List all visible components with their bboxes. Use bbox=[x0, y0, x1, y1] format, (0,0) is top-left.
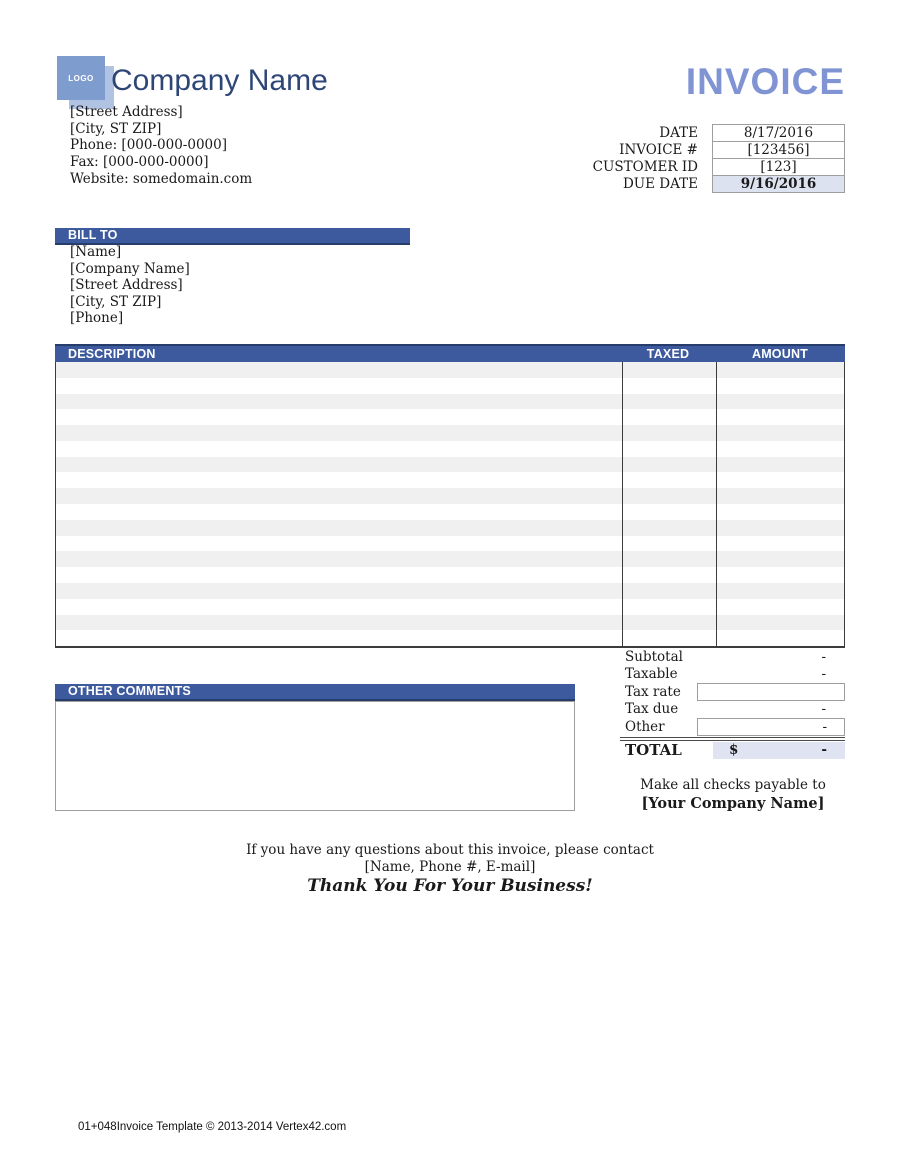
contact-line: [Name, Phone #, E-mail] bbox=[364, 859, 536, 875]
address-line: [City, ST ZIP] bbox=[70, 120, 162, 137]
bill-to-line[interactable]: [Street Address] bbox=[70, 277, 183, 294]
summary-label: Other bbox=[625, 718, 665, 735]
meta-label: DATE bbox=[659, 125, 698, 141]
table-body bbox=[55, 362, 845, 648]
table-row[interactable] bbox=[56, 425, 844, 441]
table-header bbox=[55, 344, 845, 362]
address-line: Phone: [000-000-0000] bbox=[70, 137, 227, 154]
summary-row-other bbox=[620, 718, 845, 736]
invoice-number-value[interactable]: [123456] bbox=[712, 141, 845, 159]
date-value[interactable]: 8/17/2016 bbox=[712, 124, 845, 142]
column-divider-amount bbox=[716, 362, 717, 646]
table-row[interactable] bbox=[56, 599, 844, 615]
total-amount bbox=[713, 742, 845, 759]
company-name: Company Name bbox=[111, 64, 328, 97]
column-divider-taxed bbox=[622, 362, 623, 646]
address-line: Website: somedomain.com bbox=[70, 170, 253, 187]
column-header-amount: AMOUNT bbox=[751, 347, 809, 361]
meta-row-date bbox=[560, 125, 845, 142]
table-row[interactable] bbox=[56, 472, 844, 488]
address-line: [Street Address] bbox=[70, 104, 183, 120]
table-row[interactable] bbox=[56, 504, 844, 520]
bill-to-line[interactable]: [Name] bbox=[70, 244, 122, 260]
meta-row-customer-id bbox=[560, 159, 845, 176]
thank-you: Thank You For Your Business! bbox=[307, 876, 593, 896]
meta-label: DUE DATE bbox=[622, 176, 698, 192]
table-row[interactable] bbox=[56, 615, 844, 631]
logo-text: LOGO bbox=[68, 73, 94, 83]
payable-company-name: [Your Company Name] bbox=[641, 794, 825, 812]
table-row[interactable] bbox=[56, 457, 844, 473]
table-row[interactable] bbox=[56, 567, 844, 583]
company-address bbox=[70, 104, 252, 188]
meta-label: CUSTOMER ID bbox=[592, 159, 698, 175]
customer-id-value[interactable]: [123] bbox=[712, 158, 845, 176]
bill-to-line[interactable]: [City, ST ZIP] bbox=[70, 293, 162, 310]
summary-label: Tax due bbox=[625, 701, 679, 718]
address-line: Fax: [000-000-0000] bbox=[70, 154, 209, 171]
invoice-meta bbox=[560, 125, 845, 193]
column-header-description: DESCRIPTION bbox=[68, 347, 156, 361]
other-amount-input[interactable]: - bbox=[697, 718, 845, 736]
total-value: - bbox=[821, 742, 827, 758]
currency-symbol: $ bbox=[729, 742, 739, 758]
checks-payable-text: Make all checks payable to bbox=[640, 777, 826, 793]
table-row[interactable] bbox=[56, 441, 844, 457]
table-row[interactable] bbox=[56, 630, 844, 646]
invoice-title: INVOICE bbox=[685, 61, 845, 102]
summary bbox=[620, 648, 845, 760]
summary-label: Tax rate bbox=[625, 683, 681, 700]
table-row[interactable] bbox=[56, 488, 844, 504]
table-row[interactable] bbox=[56, 409, 844, 425]
company-logo bbox=[57, 56, 115, 110]
summary-row-taxable bbox=[620, 666, 845, 684]
table-row[interactable] bbox=[56, 378, 844, 394]
bill-to-header bbox=[55, 228, 410, 245]
bill-to-lines bbox=[70, 244, 190, 327]
meta-label: INVOICE # bbox=[619, 142, 698, 158]
footer-credit: 01+048Invoice Template © 2013-2014 Vertex42.com bbox=[78, 1121, 347, 1133]
total-row bbox=[620, 741, 845, 760]
summary-row-subtotal bbox=[620, 648, 845, 666]
summary-label: Taxable bbox=[625, 666, 678, 683]
checks-payable bbox=[618, 777, 848, 812]
logo-icon bbox=[57, 56, 105, 100]
meta-row-invoice-number bbox=[560, 142, 845, 159]
bill-to-line[interactable]: [Phone] bbox=[70, 310, 124, 327]
table-row[interactable] bbox=[56, 536, 844, 552]
tax-due-value: - bbox=[821, 701, 826, 718]
other-comments-header bbox=[55, 684, 575, 701]
taxable-value: - bbox=[821, 666, 826, 683]
table-row[interactable] bbox=[56, 362, 844, 378]
due-date-value[interactable]: 9/16/2016 bbox=[712, 175, 845, 193]
contact-line: If you have any questions about this invoice, please contact bbox=[246, 842, 654, 858]
other-comments-box[interactable] bbox=[55, 701, 575, 811]
other-comments-title: OTHER COMMENTS bbox=[68, 684, 191, 698]
table-row[interactable] bbox=[56, 394, 844, 410]
subtotal-value: - bbox=[821, 648, 826, 665]
summary-label: Subtotal bbox=[625, 648, 683, 665]
tax-rate-input[interactable] bbox=[697, 683, 845, 701]
table-row[interactable] bbox=[56, 551, 844, 567]
contact-note bbox=[0, 842, 900, 895]
table-row[interactable] bbox=[56, 520, 844, 536]
table-row[interactable] bbox=[56, 583, 844, 599]
summary-row-tax-rate bbox=[620, 683, 845, 701]
total-label: TOTAL bbox=[625, 741, 682, 759]
bill-to-line[interactable]: [Company Name] bbox=[70, 260, 190, 277]
summary-row-tax-due bbox=[620, 701, 845, 719]
meta-row-due-date bbox=[560, 176, 845, 193]
bill-to-title: BILL TO bbox=[68, 228, 118, 242]
line-items-table bbox=[55, 344, 845, 648]
column-header-taxed: TAXED bbox=[646, 347, 690, 361]
